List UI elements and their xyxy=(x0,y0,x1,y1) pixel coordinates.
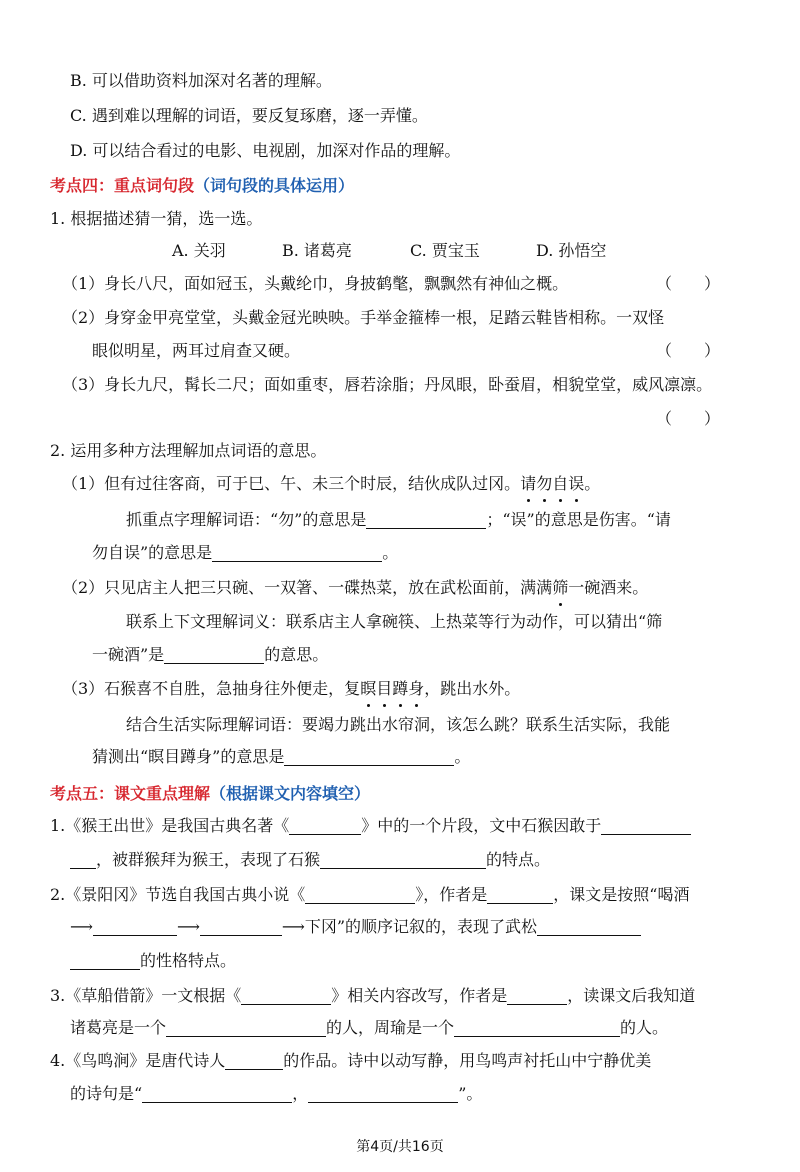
q5-4-line1 xyxy=(50,1050,651,1072)
q5-1-c: ，被群猴拜为猴王，表现了石猴 xyxy=(96,850,321,869)
q5-4-c: 的诗句是“ xyxy=(70,1084,143,1103)
dotted-char: 蹲 xyxy=(392,679,409,698)
section-4-header xyxy=(50,175,354,197)
dotted-char: 自 xyxy=(552,474,569,493)
q2-s3-c-text: 。 xyxy=(454,747,471,766)
q5-4-e: ”。 xyxy=(458,1084,483,1103)
dotted-char: 误 xyxy=(568,474,585,493)
answer-blank[interactable] xyxy=(507,986,567,1005)
answer-blank[interactable] xyxy=(70,951,140,970)
q2-s3 xyxy=(62,678,520,700)
q2-s2-b xyxy=(92,644,328,666)
answer-blank[interactable] xyxy=(284,747,454,766)
choice-c: C. 贾宝玉 xyxy=(410,241,480,260)
q5-4-b: 的作品。诗中以动写静，用鸟鸣声衬托山中宁静优美 xyxy=(283,1051,652,1070)
section-4-subtitle: （词句段的具体运用） xyxy=(194,176,355,195)
q2-s2-text: （2）只见店主人把三只碗、一双箸、一碟热菜，放在武松面前，满满 xyxy=(62,578,553,597)
q5-2-line2 xyxy=(70,916,641,938)
q2-s1-d-text: 。 xyxy=(382,543,399,562)
q1-item2-cont: 眼似明星，两耳过肩查又硬。 xyxy=(92,341,301,360)
q2-s2-end: 一碗酒来。 xyxy=(568,578,649,597)
q5-2-b: 》，作者是 xyxy=(415,885,488,904)
q5-3-line1 xyxy=(50,985,695,1007)
q2-s1-a-text: 抓重点字理解词语：“勿”的意思是 xyxy=(126,510,367,529)
answer-blank[interactable] xyxy=(166,1018,326,1037)
dotted-char: 身 xyxy=(408,679,425,698)
q2-s1-a xyxy=(126,509,671,531)
arrow-icon: ⟶ xyxy=(281,917,305,936)
q5-4-a: 4.《鸟鸣涧》是唐代诗人 xyxy=(50,1051,226,1070)
arrow-icon: ⟶ xyxy=(176,917,200,936)
answer-blank[interactable] xyxy=(320,850,486,869)
answer-blank[interactable] xyxy=(70,850,96,869)
answer-blank[interactable] xyxy=(164,645,264,664)
q5-2-line1 xyxy=(50,884,689,906)
q2-s1-end: 。 xyxy=(584,474,601,493)
q2-s3-text: （3）石猴喜不自胜，急抽身往外便走，复 xyxy=(62,679,361,698)
q2-s3-a: 结合生活实际理解词语：要竭力跳出水帘洞，该怎么跳？联系生活实际，我能 xyxy=(126,715,671,734)
q5-2-e: 的性格特点。 xyxy=(140,951,237,970)
answer-blank[interactable] xyxy=(305,885,415,904)
q5-2-c: ，课文是按照“喝酒 xyxy=(553,885,690,904)
dotted-char: 目 xyxy=(376,679,393,698)
option-b: B. 可以借助资料加深对名著的理解。 xyxy=(70,71,332,90)
q1-item2: （2）身穿金甲亮堂堂，头戴金冠光映映。手举金箍棒一根，足踏云鞋皆相称。一双怪 xyxy=(62,308,665,327)
q2-s3-b-text: 猜测出“瞑目蹲身”的意思是 xyxy=(92,747,285,766)
answer-blank[interactable] xyxy=(241,986,331,1005)
answer-blank[interactable] xyxy=(454,1018,620,1037)
answer-blank[interactable] xyxy=(93,917,177,936)
arrow-icon: ⟶ xyxy=(70,917,93,936)
q5-4-d: ， xyxy=(292,1084,309,1103)
q1-stem: 1. 根据描述猜一猜，选一选。 xyxy=(50,209,263,228)
q2-s3-end: ，跳出水外。 xyxy=(424,679,521,698)
q5-2-d: 下冈”的顺序记叙的，表现了武松 xyxy=(304,917,537,936)
q2-s1-c-text: 勿自误”的意思是 xyxy=(92,543,213,562)
dotted-char: 请 xyxy=(520,474,537,493)
page-footer: 第4页/共16页 xyxy=(356,1139,444,1155)
option-c: C. 遇到难以理解的词语，要反复琢磨，逐一弄懂。 xyxy=(70,106,428,125)
answer-blank[interactable] xyxy=(487,885,553,904)
q5-1-a: 1.《猴王出世》是我国古典名著《 xyxy=(50,816,290,835)
option-d: D. 可以结合看过的电影、电视剧，加深对作品的理解。 xyxy=(70,141,461,160)
q5-3-a: 3.《草船借箭》一文根据《 xyxy=(50,986,242,1005)
section-5-subtitle: （根据课文内容填空） xyxy=(210,784,371,803)
q1-item3-answer[interactable]: （ ） xyxy=(656,409,721,428)
answer-blank[interactable] xyxy=(142,1084,292,1103)
q5-1-b: 》中的一个片段，文中石猴因敢于 xyxy=(361,816,602,835)
choice-d: D. 孙悟空 xyxy=(536,241,607,260)
q5-2-a: 2.《景阳冈》节选自我国古典小说《 xyxy=(50,885,306,904)
q2-s3-b xyxy=(92,746,470,768)
dotted-char: 勿 xyxy=(536,474,553,493)
choice-b: B. 诸葛亮 xyxy=(282,241,352,260)
q5-3-line2 xyxy=(70,1017,668,1039)
answer-blank[interactable] xyxy=(225,1051,283,1070)
answer-blank[interactable] xyxy=(308,1084,458,1103)
q2-s1-text: （1）但有过往客商，可于巳、午、未三个时辰，结伙成队过冈。 xyxy=(62,474,521,493)
q5-1-line1 xyxy=(50,815,691,837)
q2-stem: 2. 运用多种方法理解加点词语的意思。 xyxy=(50,441,327,460)
section-5-header xyxy=(50,783,370,805)
q5-3-d: 诸葛亮是一个 xyxy=(70,1018,167,1037)
q5-3-b: 》相关内容改写，作者是 xyxy=(331,986,508,1005)
answer-blank[interactable] xyxy=(289,816,361,835)
q2-s1-b-text: ；“误”的意思是伤害。“请 xyxy=(486,510,671,529)
q2-s1 xyxy=(62,473,600,495)
q1-item1-answer[interactable]: （ ） xyxy=(656,274,721,293)
dotted-char: 瞑 xyxy=(360,679,377,698)
q1-item2-answer[interactable]: （ ） xyxy=(656,341,721,360)
answer-blank[interactable] xyxy=(537,917,641,936)
q2-s2-a: 联系上下文理解词义：联系店主人拿碗筷、上热菜等行为动作，可以猜出“筛 xyxy=(126,612,663,631)
q2-s1-c xyxy=(92,542,398,564)
q5-1-line2 xyxy=(70,849,550,871)
section-4-title: 考点四：重点词句段 xyxy=(50,176,195,195)
answer-blank[interactable] xyxy=(212,543,382,562)
choice-a: A. 关羽 xyxy=(172,241,226,260)
q5-3-c: ，读课文后我知道 xyxy=(567,986,696,1005)
answer-blank[interactable] xyxy=(366,510,486,529)
q5-3-e: 的人，周瑜是一个 xyxy=(326,1018,455,1037)
q2-s2-c-text: 的意思。 xyxy=(264,645,329,664)
dotted-char: 筛 xyxy=(552,578,569,597)
q5-1-d: 的特点。 xyxy=(486,850,551,869)
q5-3-f: 的人。 xyxy=(620,1018,669,1037)
answer-blank[interactable] xyxy=(200,917,282,936)
answer-blank[interactable] xyxy=(601,816,691,835)
section-5-title: 考点五：课文重点理解 xyxy=(50,784,211,803)
q1-item3: （3）身长九尺，髯长二尺；面如重枣，唇若涂脂；丹凤眼，卧蚕眉，相貌堂堂，威风凛凛。 xyxy=(62,375,713,394)
q2-s2 xyxy=(62,577,648,599)
q5-2-line3 xyxy=(70,950,236,972)
q2-s2-b-text: 一碗酒”是 xyxy=(92,645,165,664)
q1-item1: （1）身长八尺，面如冠玉，头戴纶巾，身披鹤氅，飘飘然有神仙之概。 xyxy=(62,274,569,293)
q5-4-line2 xyxy=(70,1083,482,1105)
